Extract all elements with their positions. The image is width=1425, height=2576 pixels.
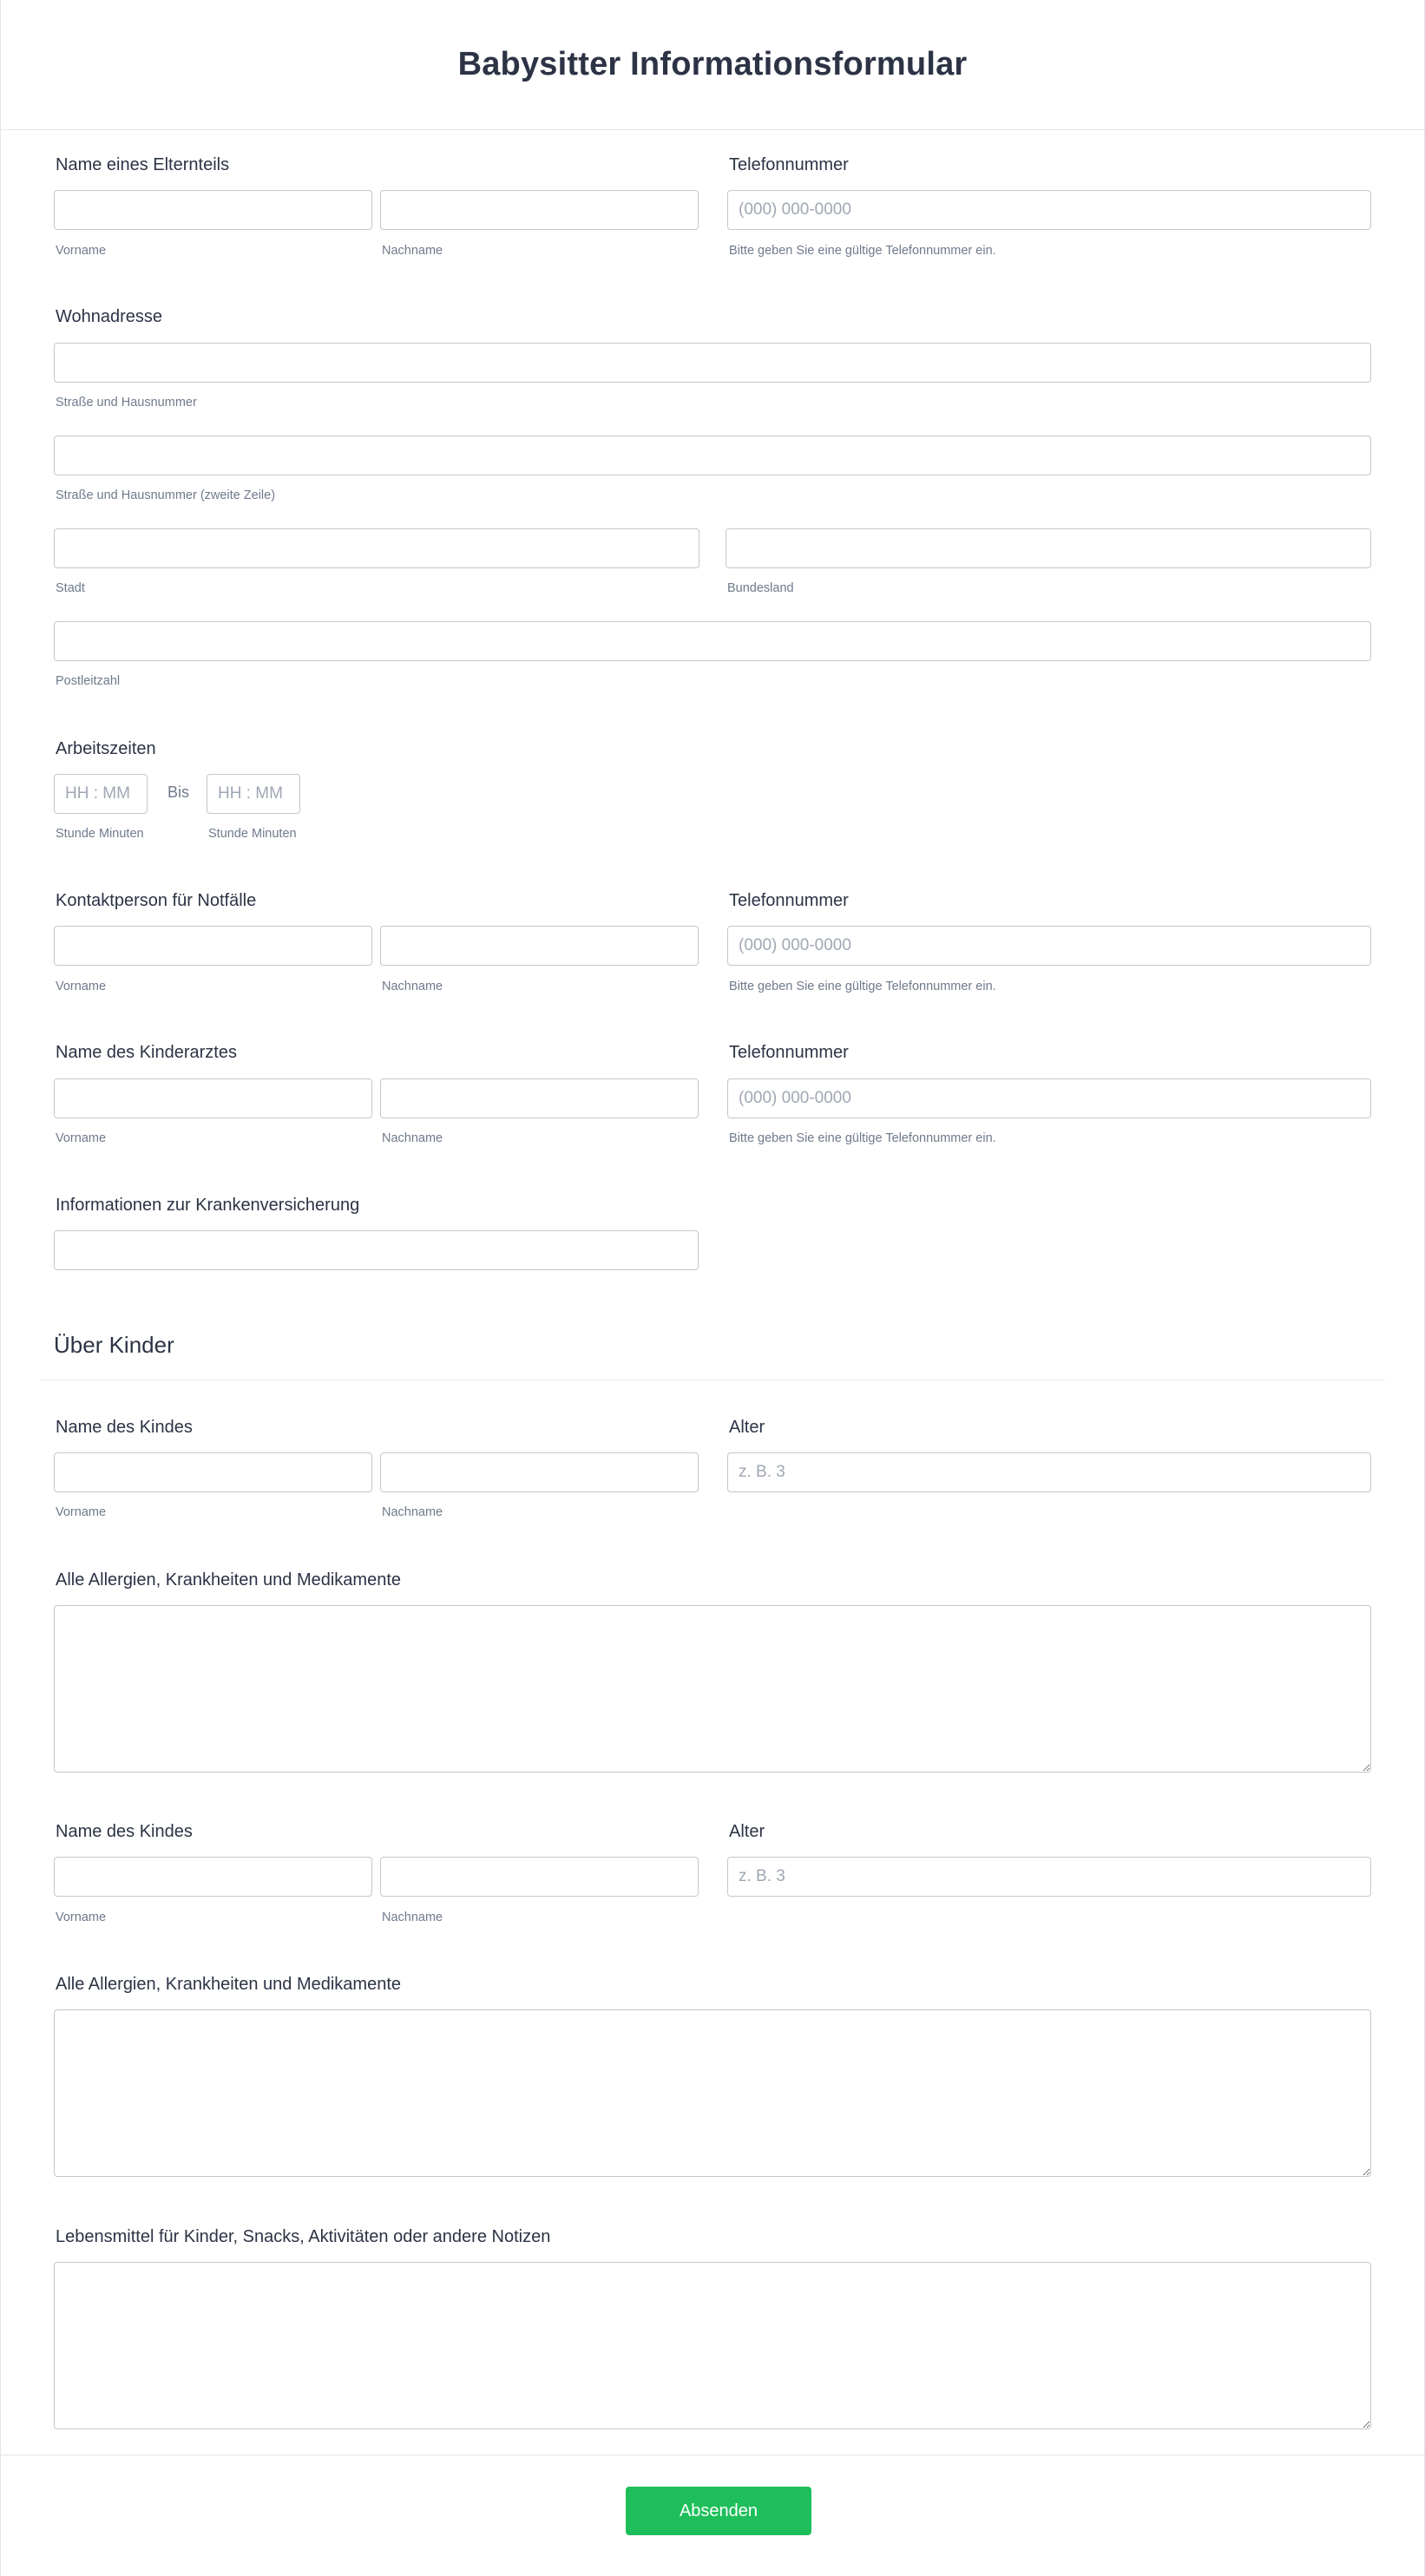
child1-age-input[interactable] [727,1452,1371,1492]
child1-last-name-sublabel: Nachname [382,1505,443,1519]
hours-from-sublabel: Stunde Minuten [56,827,144,841]
child2-first-name-sublabel: Vorname [56,1911,107,1924]
child1-first-name-input[interactable] [54,1452,372,1492]
city-input[interactable] [54,528,699,568]
pediatrician-first-name-sublabel: Vorname [56,1131,107,1145]
notes-label: Lebensmittel für Kinder, Snacks, Aktivitäten oder andere Notizen [56,2227,551,2246]
left-border [0,130,1,2455]
street-input[interactable] [54,343,1371,383]
parent-phone-input[interactable] [727,190,1371,230]
state-sublabel: Bundesland [727,581,794,595]
child2-age-input[interactable] [727,1857,1371,1897]
child2-allergies-textarea[interactable] [54,2009,1371,2177]
city-sublabel: Stadt [56,581,85,595]
child1-allergies-label: Alle Allergien, Krankheiten und Medikamente [56,1570,402,1590]
pediatrician-phone-input[interactable] [727,1078,1371,1118]
hours-to-input[interactable] [207,774,300,814]
hours-from-input[interactable] [54,774,148,814]
zip-sublabel: Postleitzahl [56,674,121,688]
street2-sublabel: Straße und Hausnummer (zweite Zeile) [56,488,276,502]
notes-textarea[interactable] [54,2262,1371,2429]
hours-separator: Bis [167,783,190,801]
emergency-phone-label: Telefonnummer [729,891,849,910]
child1-first-name-sublabel: Vorname [56,1505,107,1519]
parent-name-label: Name eines Elternteils [56,155,230,174]
child2-last-name-sublabel: Nachname [382,1911,443,1924]
form-header [0,0,1425,130]
parent-phone-label: Telefonnummer [729,155,849,174]
child1-name-label: Name des Kindes [56,1418,193,1437]
parent-first-name-input[interactable] [54,190,372,230]
emergency-first-name-sublabel: Vorname [56,980,107,993]
child1-last-name-input[interactable] [380,1452,699,1492]
emergency-phone-sublabel: Bitte geben Sie eine gültige Telefonnummer ein. [729,980,996,993]
emergency-contact-label: Kontaktperson für Notfälle [56,891,257,910]
emergency-last-name-input[interactable] [380,926,699,966]
child2-first-name-input[interactable] [54,1857,372,1897]
hours-label: Arbeitszeiten [56,739,156,758]
parent-last-name-sublabel: Nachname [382,244,443,258]
emergency-last-name-sublabel: Nachname [382,980,443,993]
zip-input[interactable] [54,621,1371,661]
pediatrician-first-name-input[interactable] [54,1078,372,1118]
child1-allergies-textarea[interactable] [54,1605,1371,1773]
child2-age-label: Alter [729,1822,765,1841]
child2-last-name-input[interactable] [380,1857,699,1897]
form-title: Babysitter Informationsformular [457,46,968,82]
insurance-label: Informationen zur Krankenversicherung [56,1196,360,1215]
address-label: Wohnadresse [56,307,163,326]
pediatrician-phone-label: Telefonnummer [729,1043,849,1062]
street-sublabel: Straße und Hausnummer [56,396,197,410]
form-footer [0,2455,1425,2576]
child2-allergies-label: Alle Allergien, Krankheiten und Medikamente [56,1975,402,1994]
pediatrician-last-name-sublabel: Nachname [382,1131,443,1145]
pediatrician-last-name-input[interactable] [380,1078,699,1118]
street2-input[interactable] [54,436,1371,475]
insurance-input[interactable] [54,1230,699,1270]
emergency-phone-input[interactable] [727,926,1371,966]
emergency-first-name-input[interactable] [54,926,372,966]
parent-phone-sublabel: Bitte geben Sie eine gültige Telefonnummer ein. [729,244,996,258]
parent-last-name-input[interactable] [380,190,699,230]
child1-age-label: Alter [729,1418,765,1437]
child2-name-label: Name des Kindes [56,1822,193,1841]
submit-button[interactable]: Absenden [626,2487,811,2535]
parent-first-name-sublabel: Vorname [56,244,107,258]
hours-to-sublabel: Stunde Minuten [208,827,297,841]
state-input[interactable] [726,528,1371,568]
pediatrician-phone-sublabel: Bitte geben Sie eine gültige Telefonnummer ein. [729,1131,996,1145]
pediatrician-label: Name des Kinderarztes [56,1043,237,1062]
children-section-title: Über Kinder [54,1332,174,1358]
